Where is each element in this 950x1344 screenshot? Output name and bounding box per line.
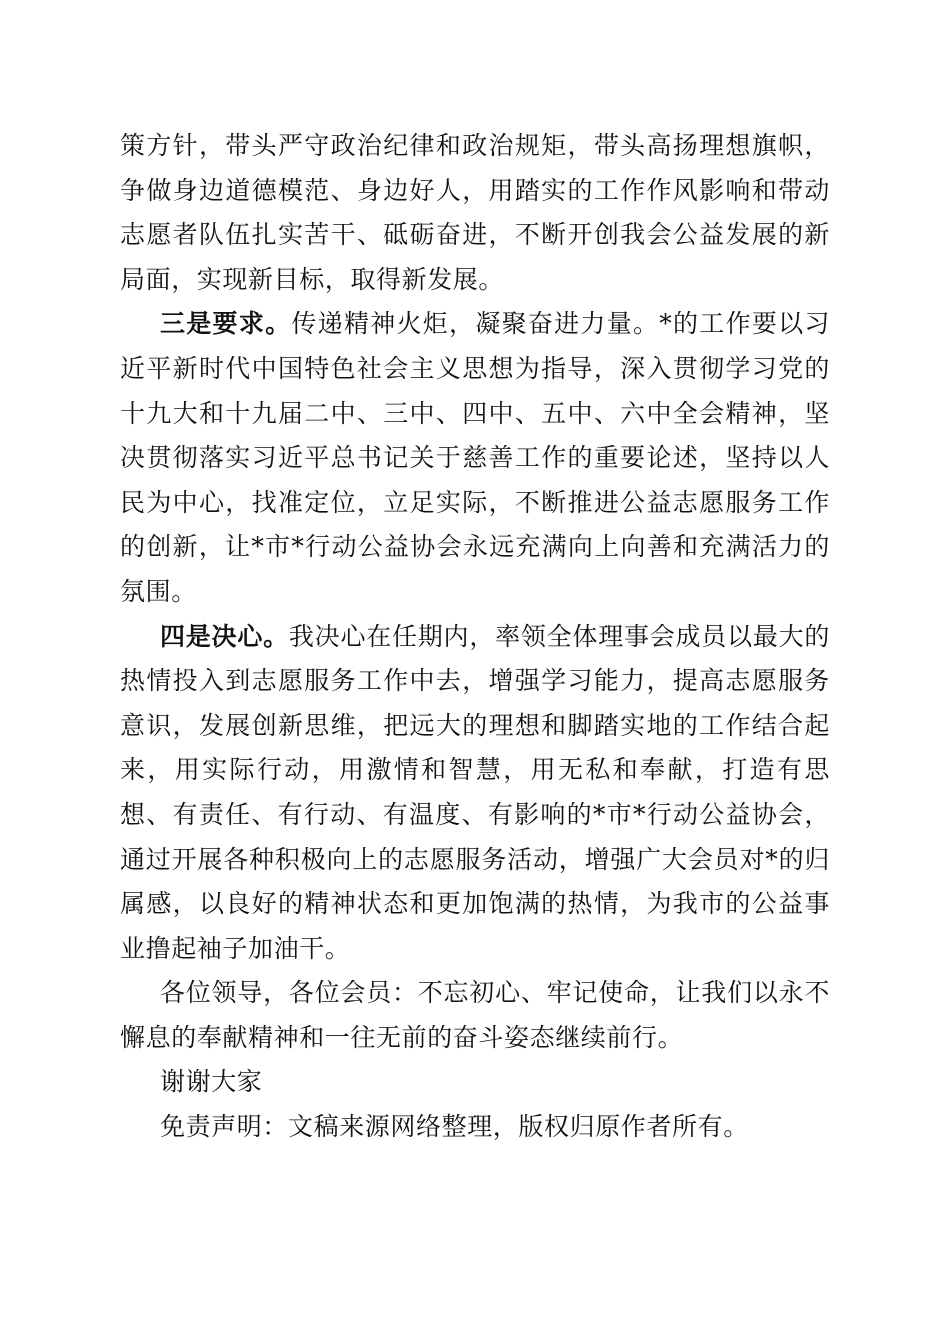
closing-thanks: 谢谢大家 (160, 1067, 263, 1097)
paragraph-continuation: 策方针，带头严守政治纪律和政治规矩，带头高扬理想旗帜，争做身边道德模范、身边好人，用踏实的工作作风影响和带动志愿者队伍扎实苦干、砥砺奋进，不断开创我会公益发展的新局面，实现新目标，取得新发展。 (120, 131, 830, 294)
requirements-text: 传递精神火炬，凝聚奋进力量。*的工作要以习近平新时代中国特色社会主义思想为指导，深入贯彻学习党的十九大和十九届二中、三中、四中、五中、六中全会精神，坚决贯彻落实习近平总书记关于慈善工作的重要论述，坚持以人民为中心，找准定位，立足实际，不断推进公益志愿服务工作的创新，让*市*行动公益协会永远充满向上向善和充满活力的氛围。 (120, 309, 830, 606)
paragraph-requirements (120, 302, 830, 614)
determination-text: 我决心在任期内，率领全体理事会成员以最大的热情投入到志愿服务工作中去，增强学习能力，提高志愿服务意识，发展创新思维，把远大的理想和脚踏实地的工作结合起来，用实际行动，用激情和智慧，用无私和奉献，打造有思想、有责任、有行动、有温度、有影响的*市*行动公益协会，通过开展各种积极向上的志愿服务活动，增强广大会员对*的归属感，以良好的精神状态和更加饱满的热情，为我市的公益事业撸起袖子加油干。 (120, 621, 830, 963)
requirements-heading: 三是要求。 (160, 309, 292, 339)
paragraph-determination (120, 615, 830, 972)
disclaimer-text: 免责声明：文稿来源网络整理，版权归原作者所有。 (160, 1112, 749, 1142)
document-page (120, 124, 830, 1150)
paragraph-address: 各位领导，各位会员：不忘初心、牢记使命，让我们以永不懈息的奉献精神和一往无前的奋斗姿态继续前行。 (120, 978, 830, 1052)
determination-heading: 四是决心。 (160, 621, 289, 651)
